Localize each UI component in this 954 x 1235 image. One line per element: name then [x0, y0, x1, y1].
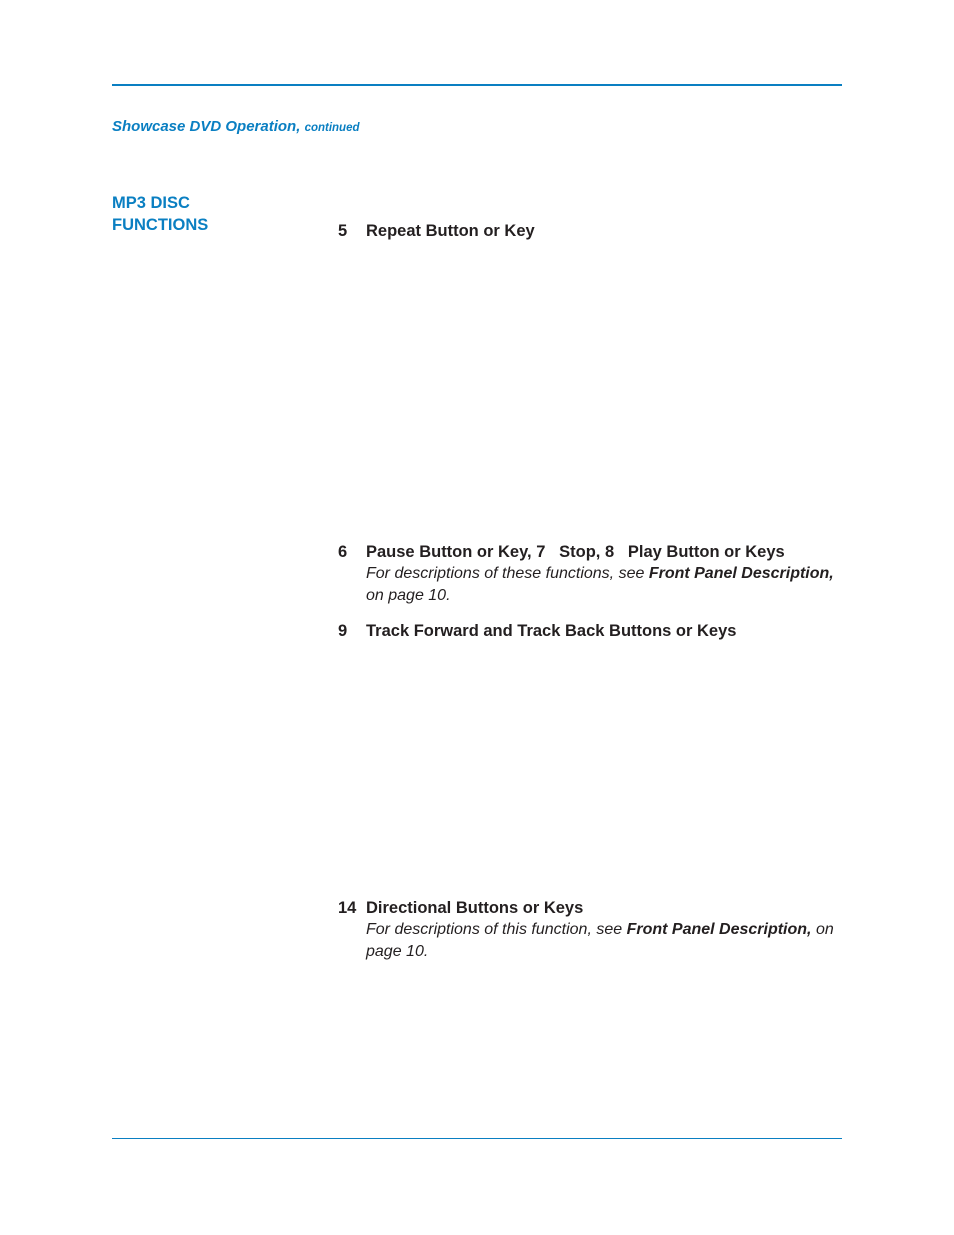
section-title	[112, 192, 208, 236]
function-item-pause-stop-play	[338, 541, 842, 607]
item-description-reference: Front Panel Description,	[626, 921, 812, 938]
function-item-repeat	[338, 220, 842, 242]
function-item-track-forward-back	[338, 620, 842, 642]
section-title-line-1: MP3 DISC	[112, 194, 190, 212]
item-description-page: on page 10.	[366, 921, 834, 960]
function-item-directional	[338, 897, 842, 963]
item-description-text: For descriptions of these functions, see	[366, 565, 649, 582]
item-description	[366, 563, 842, 607]
item-heading: Track Forward and Track Back Buttons or Keys	[366, 622, 737, 640]
item-description-page: on page 10.	[366, 587, 451, 604]
item-description-reference: Front Panel Description,	[648, 565, 834, 582]
footer-rule	[112, 1138, 842, 1139]
item-number: 14	[338, 899, 357, 917]
running-header	[112, 118, 360, 135]
running-header-title: Showcase DVD Operation,	[112, 118, 301, 135]
item-number: 5	[338, 222, 348, 240]
item-heading: Pause Button or Key, 7 Stop, 8 Play Button or Keys	[366, 543, 785, 561]
header-rule	[112, 84, 842, 86]
item-heading: Directional Buttons or Keys	[366, 899, 584, 917]
section-title-line-2: FUNCTIONS	[112, 216, 209, 234]
item-heading: Repeat Button or Key	[366, 222, 535, 240]
running-header-continued: continued	[304, 122, 360, 134]
item-number: 9	[338, 622, 348, 640]
item-description-text: For descriptions of this function, see	[366, 921, 627, 938]
item-description	[366, 919, 842, 963]
item-number: 6	[338, 543, 348, 561]
